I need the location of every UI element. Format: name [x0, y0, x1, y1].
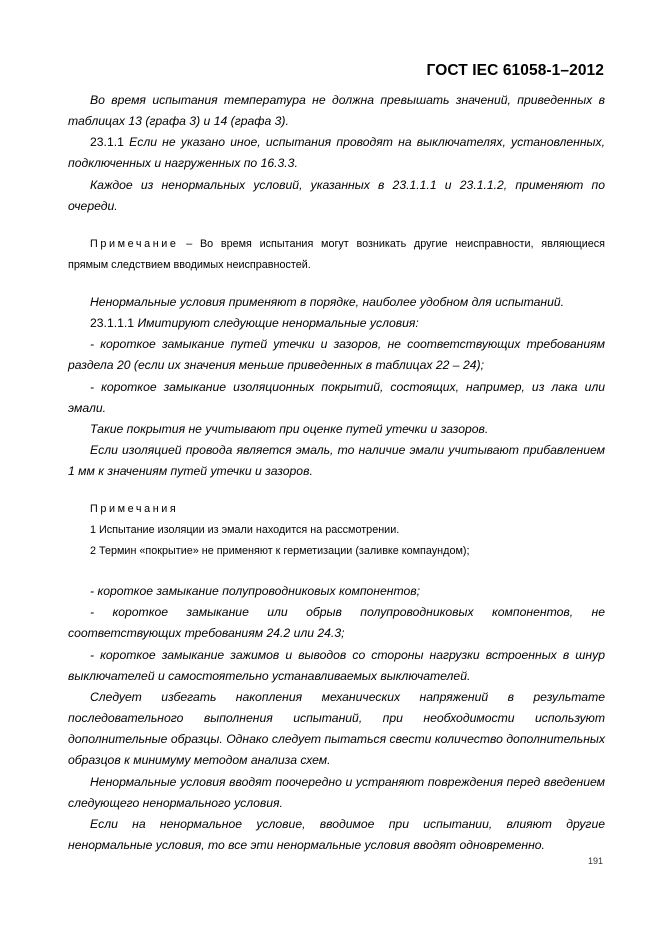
paragraph-enamel: Если изоляцией провода является эмаль, то наличие эмали учитывают прибавлением 1 мм к значениям путей утечки и зазоров.	[68, 443, 605, 478]
clause-text: Имитируют следующие ненормальные условия:	[137, 316, 419, 330]
paragraph-order: Ненормальные условия применяют в порядке, наиболее удобном для испытаний.	[90, 295, 565, 309]
note-item: 1 Испытание изоляции из эмали находится на рассмотрении.	[90, 524, 400, 536]
paragraph-sequential: Ненормальные условия вводят поочередно и устраняют повреждения перед введением следующего ненормального условия.	[68, 775, 605, 810]
paragraph-temperature: Во время испытания температура не должна превышать значений, приведенных в таблицах 13 (графа 3) и 14 (графа 3).	[68, 93, 605, 128]
notes-label: Примечания	[90, 503, 179, 515]
paragraph-simultaneous: Если на ненормальное условие, вводимое при испытании, влияют другие ненормальные условия, то все эти ненормальные условия вводят одновременно.	[68, 817, 605, 852]
note-1	[68, 234, 605, 276]
paragraph-coatings: Такие покрытия не учитывают при оценке путей утечки и зазоров.	[90, 422, 489, 436]
clause-number: 23.1.1.1	[90, 316, 135, 330]
note-text: – Во время испытания могут возникать другие неисправности, являющиеся прямым следствием вводимых неисправностей.	[68, 238, 605, 271]
list-item-semiconductor-short: - короткое замыкание полупроводниковых компонентов;	[90, 584, 421, 598]
list-item-semiconductor-open: - короткое замыкание или обрыв полупроводниковых компонентов, не соответствующих требованиям 24.2 или 24.3;	[68, 605, 605, 640]
clause-number: 23.1.1	[90, 135, 124, 149]
paragraph-abnormal-conditions: Каждое из ненормальных условий, указанных в 23.1.1.1 и 23.1.1.2, применяют по очереди.	[68, 178, 605, 213]
standard-header: ГОСТ IEC 61058-1–2012	[426, 62, 604, 79]
note-label: Примечание	[90, 238, 179, 250]
paragraph-stress: Следует избегать накопления механических напряжений в результате последовательного выполнения испытаний, при необходимости используют дополнительные образцы. Однако следует пытаться свести количество дополнительных образцов к минимуму методом анализа схем.	[68, 690, 605, 767]
paragraph-23-1-1	[68, 132, 605, 174]
clause-text: Если не указано иное, испытания проводят на выключателях, установленных, подключенных и нагруженных по 16.3.3.	[68, 135, 605, 170]
list-item-coatings: - короткое замыкание изоляционных покрытий, состоящих, например, из лака или эмали.	[68, 380, 605, 415]
paragraph-23-1-1-1	[68, 313, 605, 334]
list-item-creepage: - короткое замыкание путей утечки и зазоров, не соответствующих требованиям раздела 20 (если их значения меньше приведенных в таблицах 22 – 24);	[68, 337, 605, 372]
list-item-terminals: - короткое замыкание зажимов и выводов со стороны нагрузки встроенных в шнур выключателей и самостоятельно устанавливаемых выключателей.	[68, 648, 605, 683]
page-number: 191	[588, 856, 604, 866]
note-item: 2 Термин «покрытие» не применяют к герметизации (заливке компаундом);	[90, 545, 470, 557]
notes-2	[68, 499, 605, 562]
